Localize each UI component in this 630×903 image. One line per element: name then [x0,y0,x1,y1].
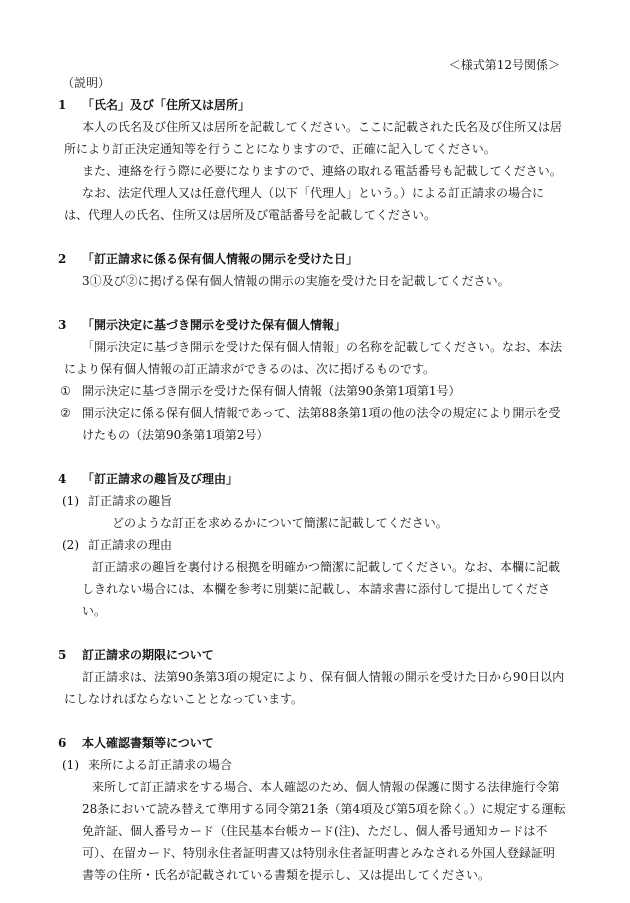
subsection-paragraph: 訂正請求の趣旨を裏付ける根拠を明確かつ簡潔に記載してください。なお、本欄に記載しきれない場合には、本欄を参考に別葉に記載し、本請求書に添付して提出してください。 [82,560,561,618]
section-5 [58,644,566,710]
list-marker: ② [60,406,71,420]
section-number: 5 [58,648,67,662]
section-number: 4 [58,472,67,486]
section-heading [58,314,566,336]
subsection-number: (1) [62,494,79,508]
list-item [58,402,566,446]
list-marker: ① [60,384,71,398]
section-title: 「開示決定に基づき開示を受けた保有個人情報」 [82,318,347,332]
section-1 [58,94,566,226]
list-item [58,380,566,402]
section-heading [58,732,566,754]
section-6 [58,732,566,886]
section-heading [58,468,566,490]
section-3 [58,314,566,446]
list-item-text: 開示決定に係る保有個人情報であって、法第88条第1項の他の法令の規定により開示を受けたもの（法第90条第1項第2号） [82,406,561,442]
subsection-heading [58,490,566,512]
section-heading [58,94,566,116]
section-title: 訂正請求の期限について [82,648,214,662]
section-2 [58,248,566,292]
section-paragraph: 「開示決定に基づき開示を受けた保有個人情報」の名称を記載してください。なお、本法により保有個人情報の訂正請求ができるのは、次に掲げるものです。 [64,340,563,376]
subsection-heading [58,534,566,556]
section-number: 6 [58,736,67,750]
section-paragraph: 訂正請求は、法第90条第3項の規定により、保有個人情報の開示を受けた日から90日以内にしなければならないこととなっています。 [64,670,565,706]
subsection-paragraph: どのような訂正を求めるかについて簡潔に記載してください。 [112,516,448,530]
subsection-paragraph: 来所して訂正請求をする場合、本人確認のため、個人情報の保護に関する法律施行令第28条において読み替えて準用する同令第21条（第4項及び第5項を除く。）に規定する運転免許証、個人番号カード（住民基本台帳カード(注)、ただし、個人番号通知カードは不可）、在留カード、特別永住者証明書又は特別永住者証明書とみなされる外国人登録証明書等の住所・氏名が記載されている書類を提示し、又は提出してください。 [82,780,566,882]
section-paragraph: 3①及び②に掲げる保有個人情報の開示の実施を受けた日を記載してください。 [82,274,510,288]
section-heading [58,248,566,270]
subsection-title: 来所による訂正請求の場合 [88,758,233,772]
section-heading [58,644,566,666]
subsection-title: 訂正請求の理由 [88,538,173,552]
intro-label: （説明） [62,76,111,90]
document-body [58,72,566,886]
subsection-heading [58,754,566,776]
section-4 [58,468,566,622]
section-paragraph: 本人の氏名及び住所又は居所を記載してください。ここに記載された氏名及び住所又は居所により訂正決定通知等を行うことになりますので、正確に記入してください。 [64,120,563,156]
section-title: 「訂正請求に係る保有個人情報の開示を受けた日」 [82,252,359,266]
section-title: 本人確認書類等について [82,736,214,750]
section-paragraph: また、連絡を行う際に必要になりますので、連絡の取れる電話番号も記載してください。 [82,164,562,178]
section-title: 「訂正請求の趣旨及び理由」 [82,472,239,486]
subsection-number: (1) [62,758,79,772]
section-paragraph: なお、法定代理人又は任意代理人（以下「代理人」という。）による訂正請求の場合には、代理人の氏名、住所又は居所及び電話番号を記載してください。 [64,186,545,222]
section-number: 2 [58,252,67,266]
section-number: 3 [58,318,67,332]
section-title: 「氏名」及び「住所又は居所」 [82,98,251,112]
subsection-number: (2) [62,538,79,552]
subsection-title: 訂正請求の趣旨 [88,494,173,508]
list-item-text: 開示決定に基づき開示を受けた保有個人情報（法第90条第1項第1号） [82,384,461,398]
section-number: 1 [58,98,67,112]
form-reference: ＜様式第12号関係＞ [448,58,560,72]
